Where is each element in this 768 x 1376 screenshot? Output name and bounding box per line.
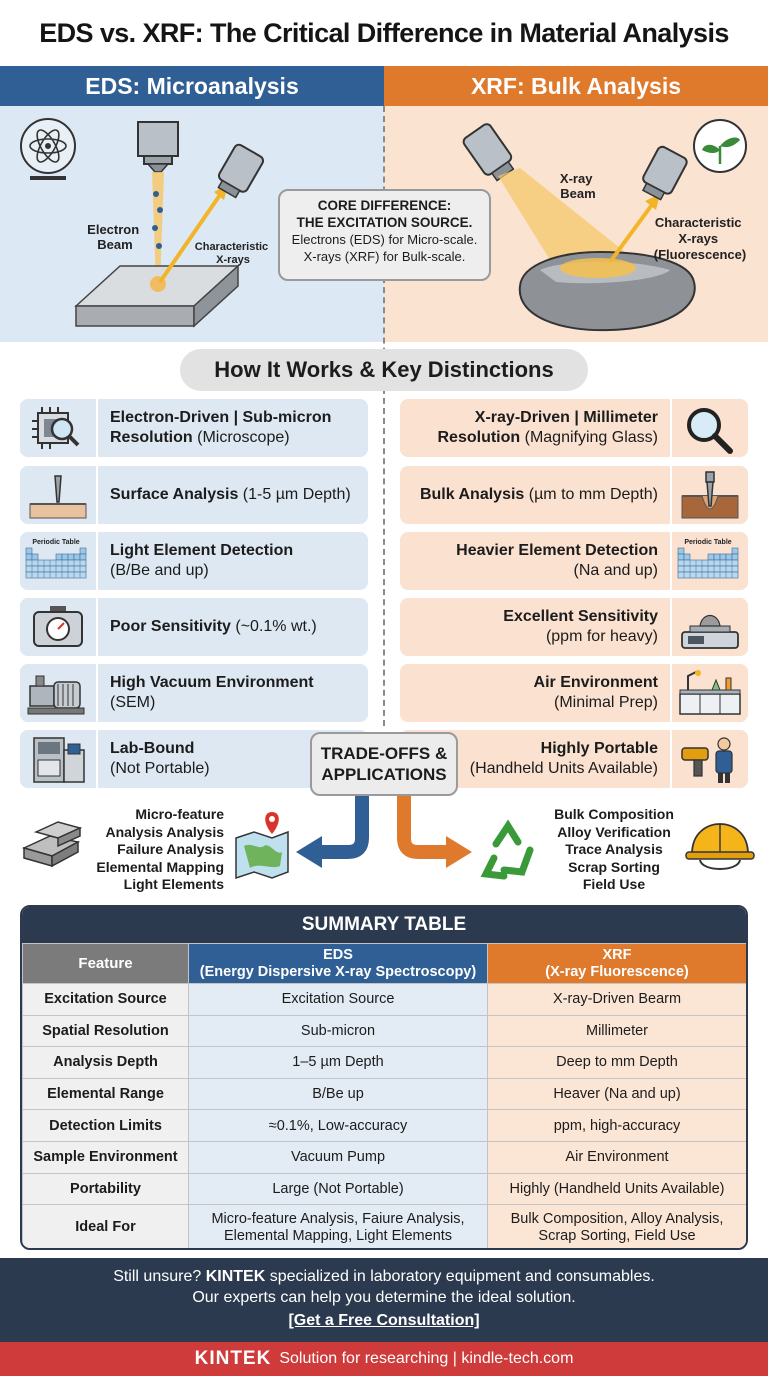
cell-xrf: Air Environment xyxy=(488,1141,747,1173)
xrf-app-item: Alloy Verification xyxy=(557,823,671,840)
xrf-heading: XRF: Bulk Analysis xyxy=(384,66,768,106)
recycle-icon xyxy=(486,826,530,876)
cell-xrf-line: Scrap Sorting, Field Use xyxy=(538,1227,696,1244)
eds-heading: EDS: Microanalysis xyxy=(0,66,384,106)
cell-eds-line: Elemental Mapping, Light Elements xyxy=(223,1227,453,1244)
core-line-2: X-rays (XRF) for Bulk-scale. xyxy=(303,249,466,264)
footer-line-1-b: specialized in laboratory equipment and consumables. xyxy=(265,1268,655,1285)
eds-app-item: Analysis Analysis xyxy=(105,823,224,840)
map-icon xyxy=(236,812,288,878)
xrf-feature-detail: (Magnifying Glass) xyxy=(520,429,658,446)
xrf-feature-title: Excellent Sensitivity xyxy=(503,608,658,625)
eds-feature-detail: (Microscope) xyxy=(192,429,290,446)
footer-line-1-a: Still unsure? xyxy=(113,1268,206,1285)
eds-feature-detail: (B/Be and up) xyxy=(110,562,209,579)
eds-beam-label-1: Electron xyxy=(87,222,140,237)
eds-feature-title: Poor Sensitivity xyxy=(110,618,231,635)
tradeoffs-line-1: TRADE-OFFS & xyxy=(320,744,448,763)
xrf-feature-title: Highly Portable xyxy=(540,740,658,757)
xrf-feature-detail: (Na and up) xyxy=(573,562,658,579)
cell-eds-line: Micro-feature Analysis, Faiure Analysis, xyxy=(211,1210,465,1227)
cell-feature: Elemental Range xyxy=(23,1078,189,1110)
page-title: EDS vs. XRF: The Critical Difference in Material Analysis xyxy=(39,17,729,48)
xrf-feature-title: Air Environment xyxy=(533,674,658,691)
table-row xyxy=(23,1047,747,1079)
eds-feature-title: Light Element Detection xyxy=(110,542,294,559)
table-body xyxy=(23,984,747,1251)
xrf-applications xyxy=(546,806,682,894)
xrf-beam-label-1: X-ray xyxy=(559,171,593,186)
table-row xyxy=(23,1015,747,1047)
xrf-feature-detail: (µm to mm Depth) xyxy=(524,486,658,503)
eds-feature-detail: (~0.1% wt.) xyxy=(230,618,317,635)
col-header-xrf-full: (X-ray Fluorescence) xyxy=(545,963,689,980)
col-header-eds-full: (Energy Dispersive X-ray Spectroscopy) xyxy=(199,963,477,980)
eds-applications xyxy=(86,806,224,894)
xrf-app-item: Trace Analysis xyxy=(565,841,663,857)
col-header-eds-name: EDS xyxy=(323,946,353,963)
col-header-xrf-name: XRF xyxy=(602,946,632,963)
cell-feature: Portability xyxy=(23,1173,189,1205)
eds-beam-label-2: Beam xyxy=(97,237,133,252)
xrf-xray-label-3: (Fluorescence) xyxy=(653,247,747,262)
eds-feature-title: Electron-Driven | Sub-micron Resolution xyxy=(110,409,332,446)
cell-eds: ≈0.1%, Low-accuracy xyxy=(189,1110,488,1142)
cell-xrf: X-ray-Driven Bearm xyxy=(488,984,747,1016)
summary-table xyxy=(20,905,748,1250)
col-header-feature: Feature xyxy=(23,944,189,984)
cell-xrf: Highly (Handheld Units Available) xyxy=(488,1173,747,1205)
cell-xrf: Heaver (Na and up) xyxy=(488,1078,747,1110)
cell-feature: Ideal For xyxy=(23,1205,189,1250)
table-row xyxy=(23,1110,747,1142)
eds-feature-detail: (Not Portable) xyxy=(110,760,210,777)
eds-feature-title: Surface Analysis xyxy=(110,486,239,503)
footer-line-1 xyxy=(0,1266,768,1287)
summary-grid xyxy=(22,943,747,1250)
cell-xrf-line: Bulk Composition, Alloy Analysis, xyxy=(510,1210,724,1227)
core-title-2: THE EXCITATION SOURCE. xyxy=(296,215,473,230)
cell-eds: Vacuum Pump xyxy=(189,1141,488,1173)
footer-line-2: Our experts can help you determine the ideal solution. xyxy=(192,1289,576,1306)
kintek-logo: KINTEK xyxy=(194,1348,272,1369)
table-row xyxy=(23,1078,747,1110)
xrf-feature-title: Heavier Element Detection xyxy=(456,542,658,559)
free-consultation-link[interactable]: [Get a Free Consultation] xyxy=(288,1312,480,1329)
xrf-xray-label-2: X-rays xyxy=(678,231,719,246)
xrf-feature-detail: (ppm for heavy) xyxy=(545,628,658,645)
cell-xrf: ppm, high-accuracy xyxy=(488,1110,747,1142)
cell-feature: Spatial Resolution xyxy=(23,1015,189,1047)
col-header-xrf xyxy=(488,944,747,984)
eds-app-item: Light Elements xyxy=(123,876,224,892)
xrf-feature-title: X-ray-Driven | Millimeter Resolution xyxy=(437,409,658,446)
core-line-1: Electrons (EDS) for Micro-scale. xyxy=(291,232,478,247)
cell-eds: Excitation Source xyxy=(189,984,488,1016)
table-row xyxy=(23,1173,747,1205)
cell-eds: Sub-micron xyxy=(189,1015,488,1047)
eds-feature-detail: (1-5 µm Depth) xyxy=(238,486,351,503)
eds-feature-title: High Vacuum Environment xyxy=(110,674,314,691)
table-row-ideal-for xyxy=(23,1205,747,1250)
cell-eds: B/Be up xyxy=(189,1078,488,1110)
cell-eds: Large (Not Portable) xyxy=(189,1173,488,1205)
table-header-row xyxy=(23,944,747,984)
xrf-feature-detail: (Minimal Prep) xyxy=(553,694,658,711)
cell-xrf xyxy=(488,1205,747,1250)
xrf-app-item: Bulk Composition xyxy=(554,806,674,822)
eds-xray-label-2: X-rays xyxy=(216,254,250,266)
footer-brand: KINTEK xyxy=(205,1268,266,1285)
cell-eds xyxy=(189,1205,488,1250)
tradeoffs-box xyxy=(310,732,458,796)
xrf-app-item: Field Use xyxy=(582,876,646,892)
summary-table-title: SUMMARY TABLE xyxy=(22,907,746,943)
brand-tagline: Solution for researching | kindle-tech.com xyxy=(279,1350,574,1367)
footer-cta xyxy=(0,1258,768,1342)
table-row xyxy=(23,1141,747,1173)
xrf-app-item: Scrap Sorting xyxy=(568,858,660,875)
svg-text:Periodic Table: Periodic Table xyxy=(684,539,732,546)
svg-text:Periodic Table: Periodic Table xyxy=(32,539,80,546)
core-title-1: CORE DIFFERENCE: xyxy=(317,198,452,213)
section-heading: How It Works & Key Distinctions xyxy=(180,349,588,391)
col-header-eds xyxy=(189,944,488,984)
cell-xrf: Millimeter xyxy=(488,1015,747,1047)
xrf-feature-title: Bulk Analysis xyxy=(419,486,525,503)
xrf-xray-label-1: Characteristic xyxy=(654,215,742,230)
cell-xrf: Deep to mm Depth xyxy=(488,1047,747,1079)
eds-feature-detail: (SEM) xyxy=(110,694,156,711)
gold-bars-icon xyxy=(24,822,80,866)
cell-feature: Sample Environment xyxy=(23,1141,189,1173)
tradeoffs-line-2: APPLICATIONS xyxy=(321,765,447,784)
eds-app-item: Elemental Mapping xyxy=(96,858,224,875)
cell-eds: 1–5 µm Depth xyxy=(189,1047,488,1079)
xrf-beam-label-2: Beam xyxy=(560,186,596,201)
table-row xyxy=(23,984,747,1016)
eds-feature-title: Lab-Bound xyxy=(110,740,195,757)
eds-app-item: Micro-feature xyxy=(135,806,224,822)
cell-feature: Excitation Source xyxy=(23,984,189,1016)
xrf-feature-detail: (Handheld Units Available) xyxy=(469,760,658,777)
cell-feature: Detection Limits xyxy=(23,1110,189,1142)
cell-feature: Analysis Depth xyxy=(23,1047,189,1079)
eds-xray-label-1: Characteristic xyxy=(194,241,269,253)
hard-hat-icon xyxy=(686,824,754,869)
eds-app-item: Failure Analysis xyxy=(117,841,224,857)
brand-bar xyxy=(0,1342,768,1376)
